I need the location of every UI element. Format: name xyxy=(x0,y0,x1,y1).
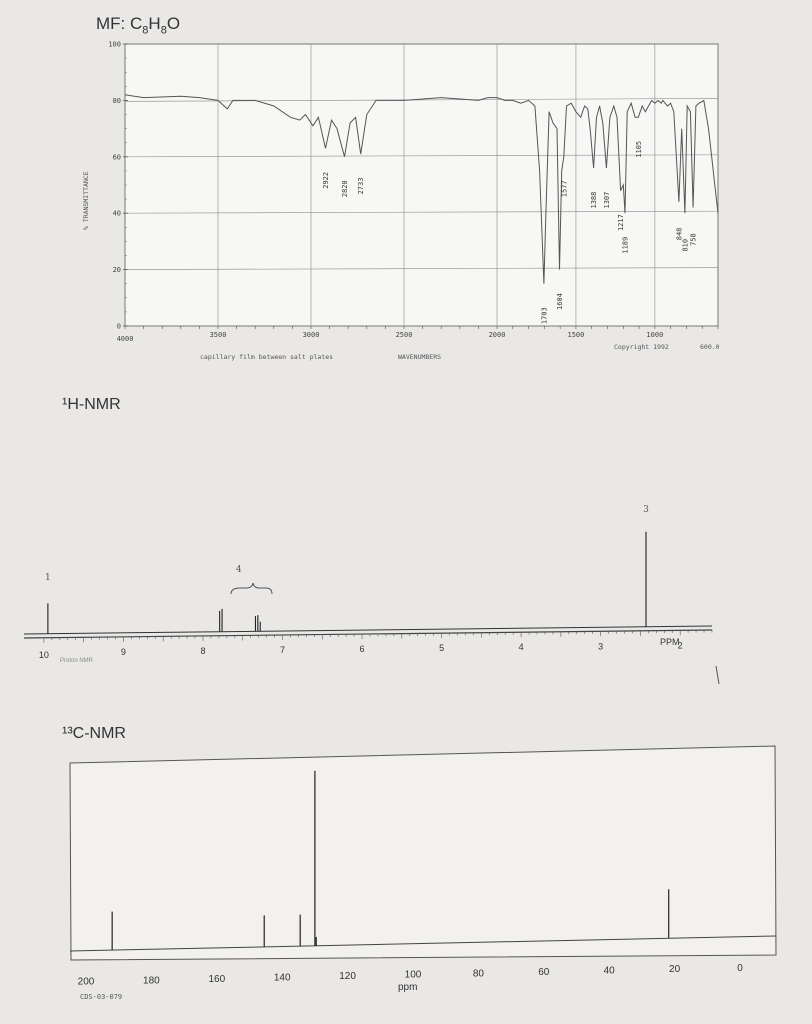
ir-y-tick-label: 100 xyxy=(108,40,121,49)
aromatic-brace xyxy=(231,583,272,594)
mf-prefix: MF: xyxy=(96,14,130,33)
h-nmr-x-tick-label: 4 xyxy=(518,642,524,653)
ir-y-axis-label: % TRANSMITTANCE xyxy=(82,171,90,230)
c-nmr-plot-frame xyxy=(70,746,776,960)
c-nmr-footer-label: CDS-03-079 xyxy=(80,993,123,1001)
pen-mark xyxy=(716,666,719,684)
c-nmr-x-tick-label: 180 xyxy=(143,975,160,987)
ir-x-axis-label: WAVENUMBERS xyxy=(398,353,442,361)
ir-x-tick-label: 2500 xyxy=(395,331,413,339)
h-nmr-x-tick-label: 9 xyxy=(120,646,126,657)
ir-peak-label: 1105 xyxy=(634,140,643,158)
h-nmr-x-tick-label: 8 xyxy=(200,645,206,656)
h-nmr-x-axis-label: PPM xyxy=(660,637,680,647)
ir-x-tick-label: 1000 xyxy=(646,331,664,339)
ir-peak-label: 1388 xyxy=(590,191,599,209)
ir-spectrum xyxy=(82,41,720,362)
c-nmr-x-tick-label: 0 xyxy=(737,962,743,974)
ir-peak-label: 1307 xyxy=(602,191,611,209)
ir-x-tick-label: 3000 xyxy=(302,331,320,339)
c-nmr-x-axis-label: ppm xyxy=(398,982,418,993)
ir-x-tick-label: 4000 xyxy=(116,335,134,343)
c-nmr-x-tick-label: 160 xyxy=(208,973,226,985)
ir-note-left: capillary film between salt plates xyxy=(200,353,334,361)
c-nmr-spectrum xyxy=(70,746,776,1001)
ir-x-tick-label: 2000 xyxy=(488,331,506,339)
ir-peak-label: 2820 xyxy=(340,180,349,198)
ir-y-tick-label: 60 xyxy=(112,153,121,162)
ir-peak-label: 1189 xyxy=(621,236,630,254)
h-nmr-x-tick-label: 10 xyxy=(38,649,49,660)
h-nmr-heading: ¹H-NMR xyxy=(62,396,121,413)
h-nmr-spectrum xyxy=(24,505,719,684)
c-nmr-x-tick-label: 40 xyxy=(603,965,615,977)
h-nmr-integration-label: 1 xyxy=(45,573,51,583)
ir-x-tick-label: 3500 xyxy=(209,331,227,339)
h-nmr-x-tick-label: 2 xyxy=(677,640,683,651)
ir-peak-label: 810 xyxy=(681,238,690,252)
h-nmr-integration-label: 3 xyxy=(643,505,649,515)
h-nmr-integration-label: 4 xyxy=(235,565,242,575)
h-nmr-axis-line xyxy=(24,630,712,638)
ir-end-label: 600.0 xyxy=(700,343,720,351)
h-nmr-integrations xyxy=(45,505,649,583)
c-nmr-x-tick-label: 200 xyxy=(77,976,95,988)
ir-x-tick-label: 1500 xyxy=(567,331,585,339)
ir-y-tick-label: 20 xyxy=(112,266,121,275)
h-nmr-x-tick-label: 5 xyxy=(439,643,445,654)
mf-formula: $C_8H_8O$ xyxy=(130,14,181,37)
ir-peak-label: 848 xyxy=(675,227,684,241)
ir-note-right: Copyright 1992 xyxy=(614,343,669,351)
ir-x-ticks xyxy=(117,326,718,343)
ir-peak-label: 2922 xyxy=(322,171,331,189)
c-nmr-x-tick-label: 100 xyxy=(404,969,422,981)
c-nmr-x-tick-label: 120 xyxy=(339,971,356,983)
h-nmr-x-tick-label: 7 xyxy=(280,644,286,655)
ir-peak-label: 1217 xyxy=(617,214,626,232)
ir-peak-label: 2733 xyxy=(357,177,366,195)
ir-plot-frame xyxy=(125,44,718,326)
proton-nmr-inline-label: Proton NMR xyxy=(60,658,94,664)
ir-peak-label: 1604 xyxy=(556,293,565,311)
h-nmr-x-tick-label: 3 xyxy=(598,641,604,652)
c-nmr-x-tick-label: 80 xyxy=(472,968,484,980)
h-nmr-x-tick-label: 6 xyxy=(359,644,365,655)
ir-peak-label: 1703 xyxy=(540,307,549,325)
ir-y-tick-label: 0 xyxy=(116,322,121,331)
ir-y-tick-label: 40 xyxy=(112,209,121,218)
ir-peak-label: 758 xyxy=(689,233,698,246)
c-nmr-x-tick-label: 140 xyxy=(273,972,291,984)
c-nmr-heading: ¹³C-NMR xyxy=(62,725,126,742)
ir-peak-label: 1577 xyxy=(560,180,569,198)
c-nmr-x-tick-label: 60 xyxy=(538,966,550,978)
h-nmr-peaks xyxy=(48,532,646,634)
c-nmr-x-tick-label: 20 xyxy=(669,964,681,976)
ir-y-tick-label: 80 xyxy=(112,96,121,105)
